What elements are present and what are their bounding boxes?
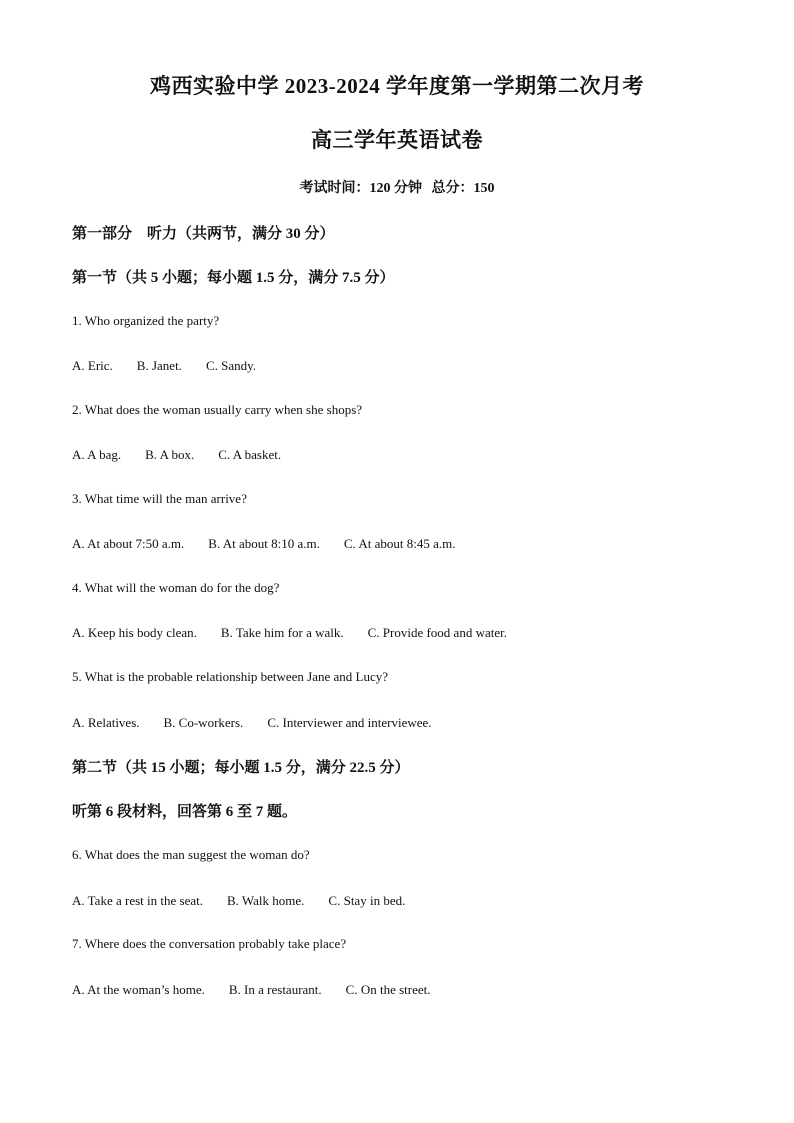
answer-options <box>72 981 431 999</box>
option-a: A. At the woman’s home. <box>72 982 205 997</box>
option-c: C. Interviewer and interviewee. <box>267 715 432 730</box>
section2-instruction: 听第 6 段材料，回答第 6 至 7 题。 <box>72 804 298 820</box>
option-a: A. Take a rest in the seat. <box>72 893 203 908</box>
question-text: 6. What does the man suggest the woman do? <box>72 847 310 862</box>
option-a: A. A bag. <box>72 447 122 462</box>
option-b: B. Janet. <box>136 358 182 373</box>
answer-options <box>72 714 432 732</box>
exam-subtitle: 高三学年英语试卷 <box>311 128 483 152</box>
total-score: 总分：150 <box>431 181 495 196</box>
option-c: C. Provide food and water. <box>367 625 507 640</box>
answer-options <box>72 624 507 642</box>
exam-title: 鸡西实验中学 2023-2024 学年度第一学期第二次月考 <box>150 74 644 98</box>
option-b: B. At about 8:10 a.m. <box>208 536 320 551</box>
answer-options <box>72 446 281 464</box>
question-text: 4. What will the woman do for the dog? <box>72 580 280 595</box>
option-c: C. Sandy. <box>205 358 257 373</box>
option-a: A. At about 7:50 a.m. <box>72 536 185 551</box>
exam-info <box>0 177 794 197</box>
option-b: B. Take him for a walk. <box>220 625 344 640</box>
part1-heading: 第一部分 听力（共两节，满分 30 分） <box>72 226 335 242</box>
option-b: B. In a restaurant. <box>228 982 322 997</box>
question-text: 1. Who organized the party? <box>72 313 220 328</box>
section1-heading: 第一节（共 5 小题；每小题 1.5 分，满分 7.5 分） <box>72 270 395 286</box>
option-b: B. Walk home. <box>226 893 305 908</box>
question-text: 7. Where does the conversation probably take place? <box>72 936 347 951</box>
option-a: A. Relatives. <box>72 715 140 730</box>
question-text: 5. What is the probable relationship between Jane and Lucy? <box>72 669 388 684</box>
answer-options <box>72 535 455 553</box>
option-a: A. Eric. <box>72 358 113 373</box>
option-c: C. A basket. <box>218 447 282 462</box>
answer-options <box>72 357 256 375</box>
option-b: B. Co-workers. <box>163 715 244 730</box>
section2-heading: 第二节（共 15 小题；每小题 1.5 分，满分 22.5 分） <box>72 760 410 776</box>
option-a: A. Keep his body clean. <box>72 625 197 640</box>
option-c: C. Stay in bed. <box>328 893 406 908</box>
option-b: B. A box. <box>145 447 195 462</box>
answer-options <box>72 892 405 910</box>
question-text: 2. What does the woman usually carry when she shops? <box>72 402 363 417</box>
exam-time: 考试时间：120 分钟 <box>299 181 422 196</box>
option-c: C. At about 8:45 a.m. <box>343 536 456 551</box>
question-text: 3. What time will the man arrive? <box>72 491 247 506</box>
option-c: C. On the street. <box>345 982 431 997</box>
